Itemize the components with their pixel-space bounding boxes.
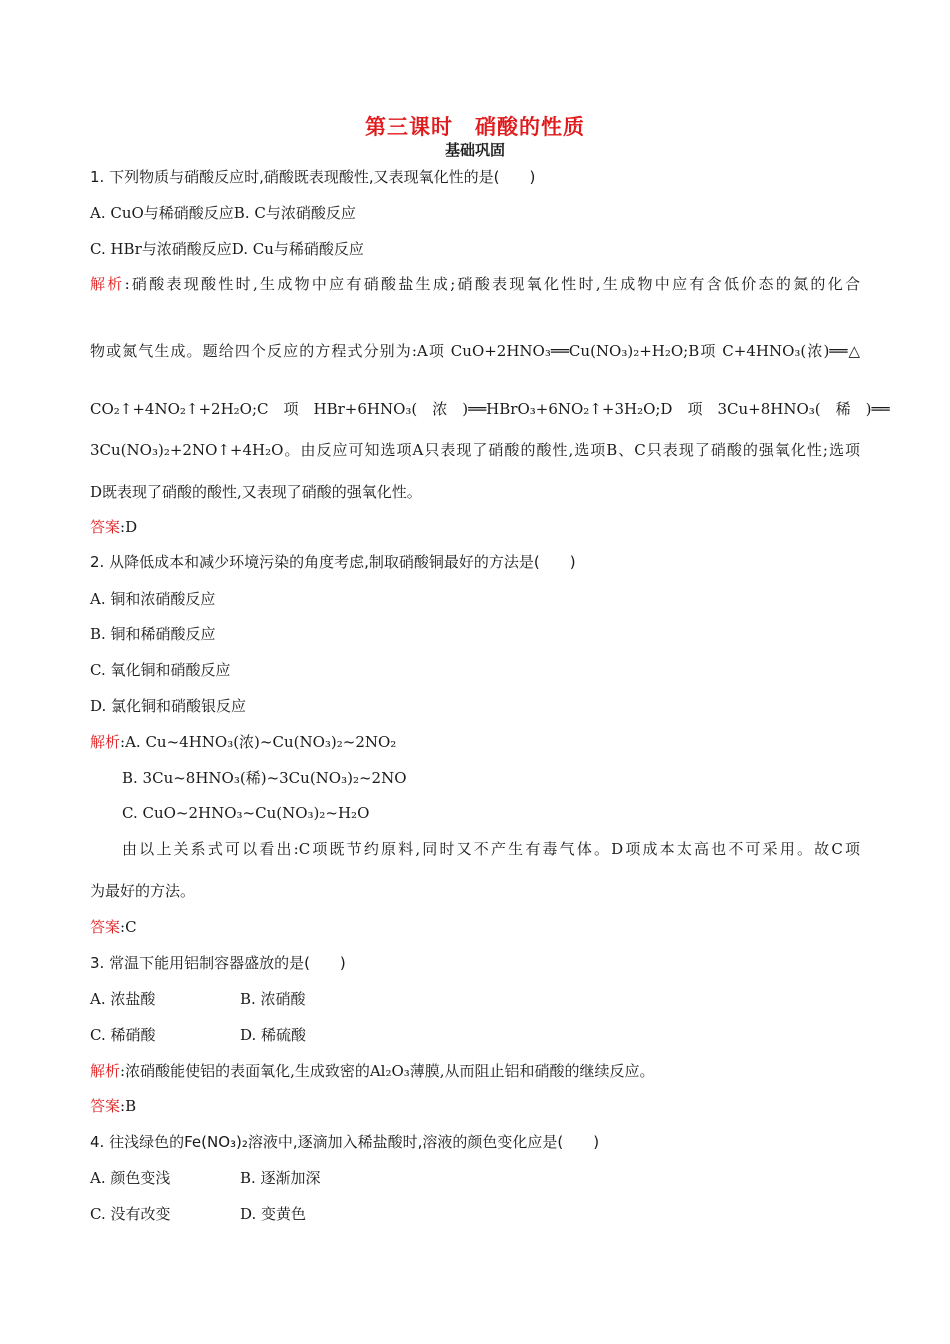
q1-answer: 答案:D bbox=[90, 518, 138, 536]
q1-analysis-line-2: 物或氮气生成。题给四个反应的方程式分别为:A项 CuO+2HNO₃══Cu(NO₃)₂+H₂O;B项 C+4HNO₃(浓)══△ bbox=[90, 342, 860, 360]
answer-label: 答案 bbox=[90, 918, 121, 936]
analysis-label: 解析 bbox=[90, 275, 125, 293]
section-heading: 基础巩固 bbox=[444, 141, 505, 159]
answer-label: 答案 bbox=[90, 1097, 121, 1115]
analysis-label: 解析 bbox=[90, 1062, 121, 1080]
answer-label: 答案 bbox=[90, 518, 121, 536]
q1-options-cd: C. HBr与浓硝酸反应D. Cu与稀硝酸反应 bbox=[90, 240, 364, 258]
q2-option-c: C. 氧化铜和硝酸反应 bbox=[90, 661, 231, 679]
q2-option-d: D. 氯化铜和硝酸银反应 bbox=[90, 697, 247, 715]
q3-options-ab: A. 浓盐酸 B. 浓硝酸 bbox=[90, 990, 306, 1008]
q3-stem: 3. 常温下能用铝制容器盛放的是( ) bbox=[90, 954, 346, 972]
q1-analysis-line-1: 解析:硝酸表现酸性时,生成物中应有硝酸盐生成;硝酸表现氧化性时,生成物中应有含低价态的氮的化合 bbox=[90, 275, 860, 293]
q1-stem: 1. 下列物质与硝酸反应时,硝酸既表现酸性,又表现氧化性的是( ) bbox=[90, 168, 536, 186]
q4-options-ab: A. 颜色变浅 B. 逐渐加深 bbox=[90, 1169, 321, 1187]
q2-analysis-conclusion-1: 由以上关系式可以看出:C项既节约原料,同时又不产生有毒气体。D项成本太高也不可采用。故C项 bbox=[122, 840, 860, 858]
q2-answer: 答案:C bbox=[90, 918, 137, 936]
analysis-label: 解析 bbox=[90, 733, 121, 751]
q3-analysis: 解析:浓硝酸能使铝的表面氧化,生成致密的Al₂O₃薄膜,从而阻止铝和硝酸的继续反应。 bbox=[90, 1062, 655, 1080]
q3-answer: 答案:B bbox=[90, 1097, 137, 1115]
q2-option-b: B. 铜和稀硝酸反应 bbox=[90, 625, 216, 643]
q3-options-cd: C. 稀硝酸 D. 稀硫酸 bbox=[90, 1026, 307, 1044]
q2-analysis-a: 解析:A. Cu~4HNO₃(浓)~Cu(NO₃)₂~2NO₂ bbox=[90, 733, 397, 751]
q1-analysis-line-4: 3Cu(NO₃)₂+2NO↑+4H₂O。由反应可知选项A只表现了硝酸的酸性,选项B、C只表现了硝酸的强氧化性;选项 bbox=[90, 441, 860, 459]
q2-stem: 2. 从降低成本和减少环境污染的角度考虑,制取硝酸铜最好的方法是( ) bbox=[90, 553, 576, 571]
q4-stem: 4. 往浅绿色的Fe(NO₃)₂溶液中,逐滴加入稀盐酸时,溶液的颜色变化应是( ) bbox=[90, 1133, 600, 1151]
q4-options-cd: C. 没有改变 D. 变黄色 bbox=[90, 1205, 307, 1223]
q2-analysis-b: B. 3Cu~8HNO₃(稀)~3Cu(NO₃)₂~2NO bbox=[122, 769, 407, 787]
q1-options-ab: A. CuO与稀硝酸反应B. C与浓硝酸反应 bbox=[90, 204, 356, 222]
q2-analysis-conclusion-2: 为最好的方法。 bbox=[90, 882, 196, 900]
q2-option-a: A. 铜和浓硝酸反应 bbox=[90, 590, 216, 608]
q1-analysis-line-5: D既表现了硝酸的酸性,又表现了硝酸的强氧化性。 bbox=[90, 483, 422, 501]
page-title: 第三课时 硝酸的性质 bbox=[365, 115, 585, 139]
q1-analysis-line-3: CO₂↑+4NO₂↑+2H₂O;C 项 HBr+6HNO₃( 浓 )══HBrO₃+6NO₂↑+3H₂O;D 项 3Cu+8HNO₃( 稀 )══ bbox=[90, 400, 890, 418]
q2-analysis-c: C. CuO~2HNO₃~Cu(NO₃)₂~H₂O bbox=[122, 804, 370, 822]
